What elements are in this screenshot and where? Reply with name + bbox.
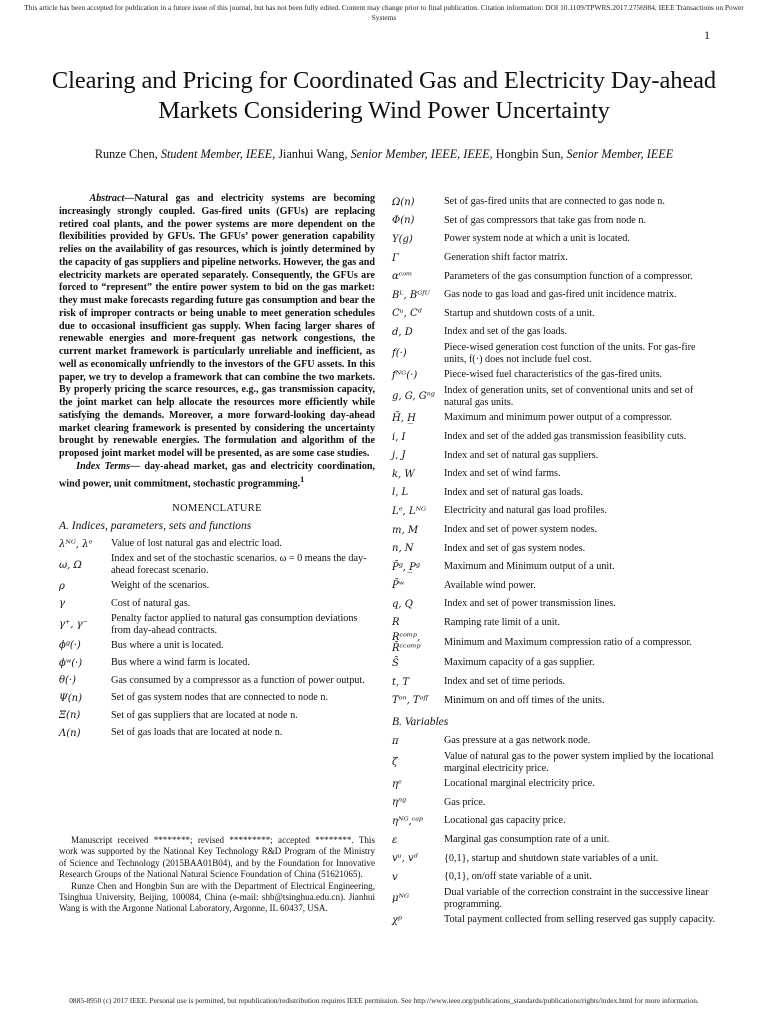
nomenclature-entry <box>392 632 718 654</box>
nomenclature-symbol: ηᵉ <box>392 778 402 790</box>
nomenclature-entry <box>392 887 718 911</box>
nomenclature-definition: Piece-wised generation cost function of the units. For gas-fire units, f(·) does not include fuel cost. <box>444 341 696 365</box>
nomenclature-definition: Set of gas compressors that take gas from node n. <box>444 214 647 226</box>
nomenclature-symbol: fᴺᴳ(·) <box>392 369 418 381</box>
nomenclature-symbol: ηⁿᵍ <box>392 797 407 809</box>
nomenclature-definition: Maximum and Minimum output of a unit. <box>444 561 615 573</box>
nomenclature-symbol: n, N <box>392 543 414 555</box>
nomenclature-definition: Maximum capacity of a gas supplier. <box>444 657 595 669</box>
author-2-role: Senior Member, IEEE, IEEE <box>350 147 490 161</box>
nomenclature-symbol: R <box>392 617 400 629</box>
nomenclature-definition: Index and set of time periods. <box>444 676 566 688</box>
nomenclature-symbol: ε <box>392 834 398 846</box>
nomenclature-entry <box>59 654 375 672</box>
nomenclature-symbol: l, L <box>392 487 409 499</box>
author-1-role: Student Member, IEEE <box>160 147 273 161</box>
nomenclature-entry <box>392 691 718 710</box>
nomenclature-symbol: Bᴸ, Bᴳᶠᵁ <box>392 289 430 301</box>
nomenclature-entry <box>59 553 375 577</box>
nomenclature-symbol: f(·) <box>392 348 407 360</box>
nomenclature-symbol: ηᴺᴳ,ᶜᵃᵖ <box>392 816 423 828</box>
nomenclature-entry <box>392 323 718 342</box>
abstract-text: —Natural gas and electricity systems are becoming increasingly strongly coupled. Gas-fired units (GFUs) are replacing retired coal plants, and the power systems are more dependent on the flexibilities provided by GFUs. The GFUs’ power generation capability relies on the availability of gas resources, which is jointly determined by the capacity of gas suppliers and pipeline networks. However, the gas and electricity markets are operated separately. Consequently, the GFUs are forced to “represent” the entire power system to bid on the gas market: they must make forecasts regarding future gas consumption and bear the risk of improper contracts or being unable to meet generation schedules due to occasional insufficient gas supply. When facing larger shares of renewable energies and more-frequent gas network congestions, the current market framework is particularly unreliable and inefficient, as well as economically unfriendly to the investors of the GFU assets. In this paper, we try to develop a framework that can combine the two markets. By properly pricing the scarce resources, e.g., gas transmission capacity, the joint market can help allocate the resources more efficiently while satisfying the demands. Moreover, a more forward-looking day-ahead market clearing framework is presented by considering the uncertainty brought by renewable energies. The formulation and algorithm of the proposed joint market model will be presented, as are some case studies. <box>59 193 376 459</box>
section-a-heading: A. Indices, parameters, sets and functions <box>59 519 252 532</box>
nomenclature-symbol: ϕʷ(·) <box>59 657 83 669</box>
nomenclature-symbol: ζ <box>392 757 398 769</box>
left-column <box>59 193 375 742</box>
nomenclature-symbol: v <box>392 871 398 883</box>
nomenclature-symbol: Ψ(n) <box>59 692 83 704</box>
nomenclature-symbol: θ(·) <box>59 675 77 687</box>
nomenclature-definition: Ramping rate limit of a unit. <box>444 616 561 628</box>
nomenclature-entry <box>392 794 718 813</box>
nomenclature-entry <box>59 724 375 742</box>
nomenclature-symbol: Φ(n) <box>392 215 415 227</box>
nomenclature-entry <box>392 751 718 775</box>
nomenclature-symbol: P̄ᵍ, P̲ᵍ <box>392 561 420 573</box>
nomenclature-symbol: Lᵉ, Lᴺᴳ <box>392 505 427 517</box>
nomenclature-entry <box>392 428 718 447</box>
nomenclature-definition: Cost of natural gas. <box>111 597 191 609</box>
nomenclature-entry <box>392 521 718 540</box>
nomenclature-symbol: ϕᵍ(·) <box>59 640 81 652</box>
right-column <box>392 193 718 930</box>
nomenclature-symbol: d, D <box>392 326 413 338</box>
nomenclature-definition: Total payment collected from selling reserved gas supply capacity. <box>444 914 716 926</box>
nomenclature-entry <box>392 868 718 887</box>
nomenclature-symbol: Ω(n) <box>392 196 415 208</box>
nomenclature-entry <box>59 578 375 596</box>
nomenclature-entry <box>392 465 718 484</box>
nomenclature-symbol: ρ <box>59 580 65 592</box>
nomenclature-definition: Available wind power. <box>444 579 536 591</box>
section-b-heading: B. Variables <box>392 716 449 729</box>
nomenclature-entry <box>392 366 718 385</box>
nomenclature-entry <box>392 812 718 831</box>
copyright-notice: 0885-8950 (c) 2017 IEEE. Personal use is permitted, but republication/redistribution requires IEEE permission. See http://www.ieee.org/publications_standards/publications/rights/index.html for more information. <box>69 996 699 1005</box>
nomenclature-definition: Index and set of wind farms. <box>444 468 561 480</box>
nomenclature-entry <box>392 539 718 558</box>
nomenclature-symbol: H̄, H̲ <box>392 412 416 424</box>
nomenclature-entry <box>392 409 718 428</box>
author-1: Runze Chen, <box>94 147 161 161</box>
nomenclature-entry <box>392 775 718 794</box>
nomenclature-entry <box>392 911 718 930</box>
nomenclature-definition: {0,1}, startup and shutdown state variables of a unit. <box>444 852 659 864</box>
nomenclature-list-a <box>59 536 375 742</box>
nomenclature-definition: Index and set of the gas loads. <box>444 326 568 338</box>
nomenclature-definition: Minimum and Maximum compression ratio of a compressor. <box>444 637 692 649</box>
nomenclature-definition: Index and set of power system nodes. <box>444 523 598 535</box>
nomenclature-symbol: γ <box>59 598 65 610</box>
nomenclature-definition: Set of gas system nodes that are connected to node n. <box>111 692 328 704</box>
nomenclature-definition: Minimum on and off times of the units. <box>444 694 605 706</box>
nomenclature-entry <box>59 637 375 655</box>
nomenclature-entry <box>392 849 718 868</box>
nomenclature-entry <box>59 595 375 613</box>
nomenclature-entry <box>392 212 718 231</box>
nomenclature-definition: Gas pressure at a gas network node. <box>444 735 591 747</box>
nomenclature-symbol: Rᶜᵒᵐᵖ, R̄ᶜᶜᵒᵐᵖ <box>392 632 421 655</box>
nomenclature-symbol: μᴺᴳ <box>392 893 410 905</box>
journal-banner: This article has been accepted for publication in a future issue of this journal, but has not been fully edited. Content may change prior to final publication. Citation information: DOI 10.1109/TPWRS.2017.2756984, IEEE Transactions on Power Systems <box>24 3 744 22</box>
nomenclature-entry <box>392 249 718 268</box>
nomenclature-definition: Index and set of natural gas suppliers. <box>444 449 599 461</box>
nomenclature-symbol: γ⁺, γ⁻ <box>59 619 88 631</box>
nomenclature-definition: Value of natural gas to the power system implied by the locational marginal electricity price. <box>444 750 714 774</box>
nomenclature-entry <box>392 732 718 751</box>
nomenclature-symbol: S̄ <box>392 658 399 670</box>
nomenclature-definition: Index and set of natural gas loads. <box>444 486 583 498</box>
nomenclature-entry <box>392 286 718 305</box>
footnote-paragraph: Manuscript received ********; revised *********; accepted ********. This work was supported by the National Key Technology R&D Program of the Ministry of Science and Technology (2015BAA01B04), and by the Foundation for Innovative Research Groups of the National Natural Science Foundation of China (51621065). <box>59 835 375 880</box>
nomenclature-entry <box>392 385 718 409</box>
nomenclature-entry <box>392 305 718 324</box>
nomenclature-symbol: P̄ʷ <box>392 580 405 592</box>
nomenclature-symbol: ω, Ω <box>59 559 82 571</box>
abstract <box>59 193 375 461</box>
nomenclature-symbol: Υ(g) <box>392 233 413 245</box>
nomenclature-entry <box>392 502 718 521</box>
index-terms-text: — day-ahead market, gas and electricity coordination, wind power, unit commitment, stochastic programming. <box>59 460 375 489</box>
nomenclature-symbol: vᵘ, vᵈ <box>392 853 418 865</box>
nomenclature-symbol: k, W <box>392 468 415 480</box>
nomenclature-entry <box>392 484 718 503</box>
nomenclature-definition: Index and set of the stochastic scenarios. ω = 0 means the day-ahead forecast scenario. <box>111 553 367 577</box>
author-3-role: Senior Member, IEEE <box>566 147 674 161</box>
nomenclature-list-b <box>392 732 718 930</box>
nomenclature-definition: Marginal gas consumption rate of a unit. <box>444 834 610 846</box>
nomenclature-definition: Bus where a unit is located. <box>111 639 224 651</box>
nomenclature-entry <box>392 230 718 249</box>
footnote <box>59 835 375 915</box>
nomenclature-heading: NOMENCLATURE <box>172 502 262 514</box>
nomenclature-symbol: Ξ(n) <box>59 710 81 722</box>
nomenclature-definition: Power system node at which a unit is located. <box>444 233 630 245</box>
nomenclature-definition: Gas consumed by a compressor as a function of power output. <box>111 674 365 686</box>
nomenclature-definition: {0,1}, on/off state variable of a unit. <box>444 871 592 883</box>
nomenclature-definition: Index of generation units, set of conventional units and set of natural gas units. <box>444 384 694 408</box>
nomenclature-definition: Dual variable of the correction constraint in the successive linear programming. <box>444 886 709 910</box>
paper-title: Clearing and Pricing for Coordinated Gas and Electricity Day-ahead Markets Considering Wind Power Uncertainty <box>51 67 717 124</box>
nomenclature-definition: Set of gas-fired units that are connected to gas node n. <box>444 196 665 208</box>
author-line <box>70 146 698 162</box>
nomenclature-symbol: Λ(n) <box>59 727 81 739</box>
nomenclature-entry <box>392 673 718 692</box>
nomenclature-symbol: αᶜᵒᵐ <box>392 271 413 283</box>
nomenclature-symbol: j, J <box>392 450 406 462</box>
nomenclature-list-a-continued <box>392 193 718 710</box>
nomenclature-symbol: Cᵘ, Cᵈ <box>392 308 422 320</box>
nomenclature-symbol: i, I <box>392 431 406 443</box>
nomenclature-entry <box>392 342 718 366</box>
nomenclature-symbol: λᴺᴳ, λᵉ <box>59 538 93 550</box>
nomenclature-entry <box>59 707 375 725</box>
nomenclature-definition: Gas price. <box>444 796 486 808</box>
nomenclature-entry <box>392 577 718 596</box>
nomenclature-entry <box>392 654 718 673</box>
nomenclature-entry <box>392 267 718 286</box>
nomenclature-definition: Electricity and natural gas load profiles. <box>444 505 607 517</box>
nomenclature-entry <box>59 689 375 707</box>
nomenclature-entry <box>392 446 718 465</box>
nomenclature-definition: Maximum and minimum power output of a compressor. <box>444 412 673 424</box>
nomenclature-symbol: π <box>392 735 399 747</box>
nomenclature-entry <box>59 672 375 690</box>
nomenclature-entry <box>392 595 718 614</box>
nomenclature-definition: Value of lost natural gas and electric load. <box>111 538 282 550</box>
abstract-label: Abstract <box>89 193 125 204</box>
nomenclature-definition: Bus where a wind farm is located. <box>111 657 250 669</box>
nomenclature-symbol: m, M <box>392 524 419 536</box>
nomenclature-definition: Set of gas loads that are located at node n. <box>111 727 283 739</box>
nomenclature-definition: Generation shift factor matrix. <box>444 251 568 263</box>
nomenclature-definition: Set of gas suppliers that are located at node n. <box>111 709 298 721</box>
nomenclature-definition: Index and set of power transmission lines. <box>444 598 616 610</box>
footnote-mark: 1 <box>300 474 305 484</box>
index-terms <box>59 461 375 491</box>
nomenclature-symbol: q, Q <box>392 598 413 610</box>
index-terms-label: Index Terms <box>76 460 131 472</box>
nomenclature-definition: Penalty factor applied to natural gas consumption deviations from day-ahead contracts. <box>111 612 358 636</box>
nomenclature-definition: Parameters of the gas consumption function of a compressor. <box>444 270 693 282</box>
nomenclature-symbol: χᵖ <box>392 914 403 926</box>
nomenclature-definition: Locational gas capacity price. <box>444 815 566 827</box>
author-2: , Jianhui Wang, <box>272 147 351 161</box>
nomenclature-definition: Weight of the scenarios. <box>111 580 210 592</box>
nomenclature-symbol: g, G, Gⁿᵍ <box>392 391 435 403</box>
author-3: , Hongbin Sun, <box>489 147 567 161</box>
footnote-paragraph: Runze Chen and Hongbin Sun are with the Department of Electrical Engineering, Tsinghua University, Beijing, 100084, China (e-mail: shb@tsinghua.edu.cn). Jianhui Wang is with the Argonne National Laboratory, Argonne, IL 60437, USA. <box>59 880 375 914</box>
nomenclature-definition: Locational marginal electricity price. <box>444 778 595 790</box>
nomenclature-definition: Startup and shutdown costs of a unit. <box>444 307 595 319</box>
nomenclature-symbol: Γ <box>392 252 399 264</box>
nomenclature-entry <box>59 536 375 554</box>
nomenclature-definition: Index and set of gas system nodes. <box>444 542 586 554</box>
nomenclature-entry <box>392 558 718 577</box>
nomenclature-entry <box>59 613 375 637</box>
page-number: 1 <box>704 28 710 42</box>
nomenclature-entry <box>392 614 718 633</box>
nomenclature-entry <box>392 831 718 850</box>
nomenclature-entry <box>392 193 718 212</box>
nomenclature-symbol: t, T <box>392 676 410 688</box>
nomenclature-definition: Index and set of the added gas transmission feasibility cuts. <box>444 430 687 442</box>
nomenclature-symbol: Tᵒⁿ, Tᵒᶠᶠ <box>392 695 429 707</box>
nomenclature-definition: Gas node to gas load and gas-fired unit incidence matrix. <box>444 289 677 301</box>
nomenclature-definition: Piece-wised fuel characteristics of the gas-fired units. <box>444 369 663 381</box>
